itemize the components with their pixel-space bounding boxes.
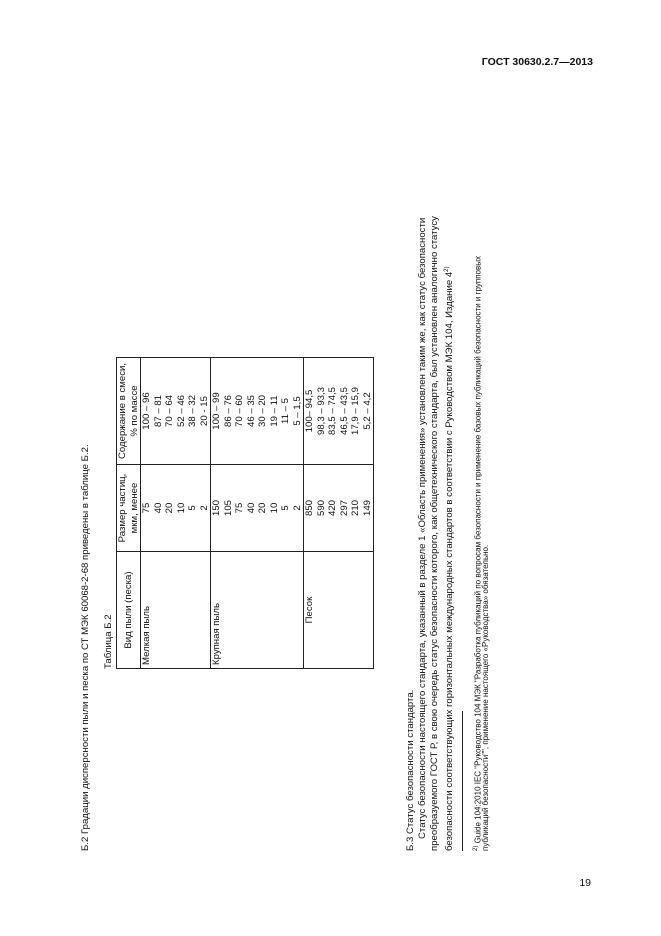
table-caption: Таблица Б.2 — [103, 614, 114, 669]
group-sizes — [304, 465, 374, 552]
percent-value: 46 – 35 — [245, 395, 257, 428]
percent-value: 46,5 – 43,5 — [338, 387, 350, 436]
intro-paragraph: Б.2 Градации дисперсности пыли и песка по СТ МЭК 60068-2-68 приведены в таблице Б.2. — [80, 444, 91, 851]
group-percents — [304, 358, 374, 465]
percent-value: 38 – 32 — [187, 395, 198, 428]
percent-value: 5,2 – 4,2 — [361, 392, 373, 430]
column-header-type: Вид пыли (песка) — [117, 552, 141, 669]
table-row — [141, 358, 211, 669]
size-value: 2 — [198, 505, 210, 511]
percent-value: 86 – 76 — [222, 395, 234, 428]
percent-value: 100– 94,5 — [304, 389, 315, 433]
size-value: 10 — [175, 502, 187, 514]
table-row — [211, 358, 304, 669]
size-value: 850 — [304, 500, 315, 517]
percent-value: 52 – 46 — [175, 395, 187, 428]
size-value: 20 — [257, 502, 268, 514]
group-sizes — [141, 465, 211, 552]
footnote-line: публикаций безопасности"", применение настоящего «Руководства» обязательно. — [481, 544, 490, 851]
percent-value: 100 – 96 — [141, 392, 152, 430]
percent-value: 20 - 15 — [198, 396, 210, 426]
section-b3-text: безопасности соответствующих горизонтальных международных стандартов в соответствии с Руководством МЭК 104, Издание 4 — [444, 271, 456, 851]
size-value: 10 — [268, 502, 280, 514]
group-sizes — [211, 465, 304, 552]
size-value: 150 — [211, 500, 222, 517]
size-value: 105 — [222, 500, 234, 517]
size-value: 40 — [245, 502, 257, 514]
footnote-mark: 2) — [473, 845, 479, 851]
column-header-size: Размер частиц, мкм, менее — [117, 465, 141, 552]
percent-value: 17,9 – 15,9 — [350, 387, 361, 436]
group-type: Песок — [304, 552, 374, 669]
percent-value: 98,3 – 93,3 — [315, 387, 327, 436]
size-value: 75 — [141, 502, 152, 514]
size-value: 20 — [164, 502, 175, 514]
footnote-ref: 2) — [444, 266, 450, 272]
size-value: 5 — [280, 505, 291, 511]
page-number: 19 — [579, 877, 591, 889]
percent-value: 70 – 60 — [234, 395, 245, 428]
section-b3-line — [441, 266, 456, 851]
size-value: 420 — [327, 500, 338, 517]
footnote-text: Guide 104:2010 IEC "Руководство 104 МЭК "Разработка публикаций по вопросам безопасности и применение базовых публикаций безопасности и групповых — [473, 256, 483, 844]
percent-value: 100 – 99 — [211, 392, 222, 430]
percent-value: 83,5 – 74,5 — [327, 387, 338, 436]
size-value: 590 — [315, 500, 327, 517]
size-value: 75 — [234, 502, 245, 514]
percent-value: 11 – 5 — [280, 398, 291, 424]
section-b3-line: Статус безопасности настоящего стандарта, указанный в разделе 1 «Область применения» установлен таким же, как статус безопасности — [417, 217, 428, 839]
group-percents — [141, 358, 211, 465]
percent-value: 87 – 81 — [152, 395, 164, 428]
document-header: ГОСТ 30630.2.7—2013 — [481, 56, 593, 68]
group-percents — [211, 358, 304, 465]
footnote-divider — [462, 711, 463, 851]
group-type: Мелкая пыль — [141, 552, 211, 669]
percent-value: 5 – 1,5 — [291, 396, 303, 426]
table-row — [304, 358, 374, 669]
section-b3-title: Б.3 Статус безопасности стандарта. — [405, 689, 416, 851]
size-value: 297 — [338, 500, 350, 517]
dust-grading-table — [116, 357, 374, 669]
group-type: Крупная пыль — [211, 552, 304, 669]
size-value: 149 — [361, 500, 373, 517]
size-value: 210 — [350, 500, 361, 517]
size-value: 2 — [291, 505, 303, 511]
size-value: 5 — [187, 505, 198, 511]
column-header-percent: Содержание в смеси, % по массе — [117, 358, 141, 465]
size-value: 40 — [152, 502, 164, 514]
percent-value: 30 – 20 — [257, 395, 268, 428]
percent-value: 70 – 64 — [164, 395, 175, 428]
section-b3-line: преобразуемого ГОСТ Р, в свою очередь статус безопасности которого, как общетехнического стандарта, был установлен аналогично статусу — [429, 216, 440, 851]
percent-value: 19 – 11 — [268, 395, 280, 427]
rotated-page-content — [80, 71, 600, 851]
